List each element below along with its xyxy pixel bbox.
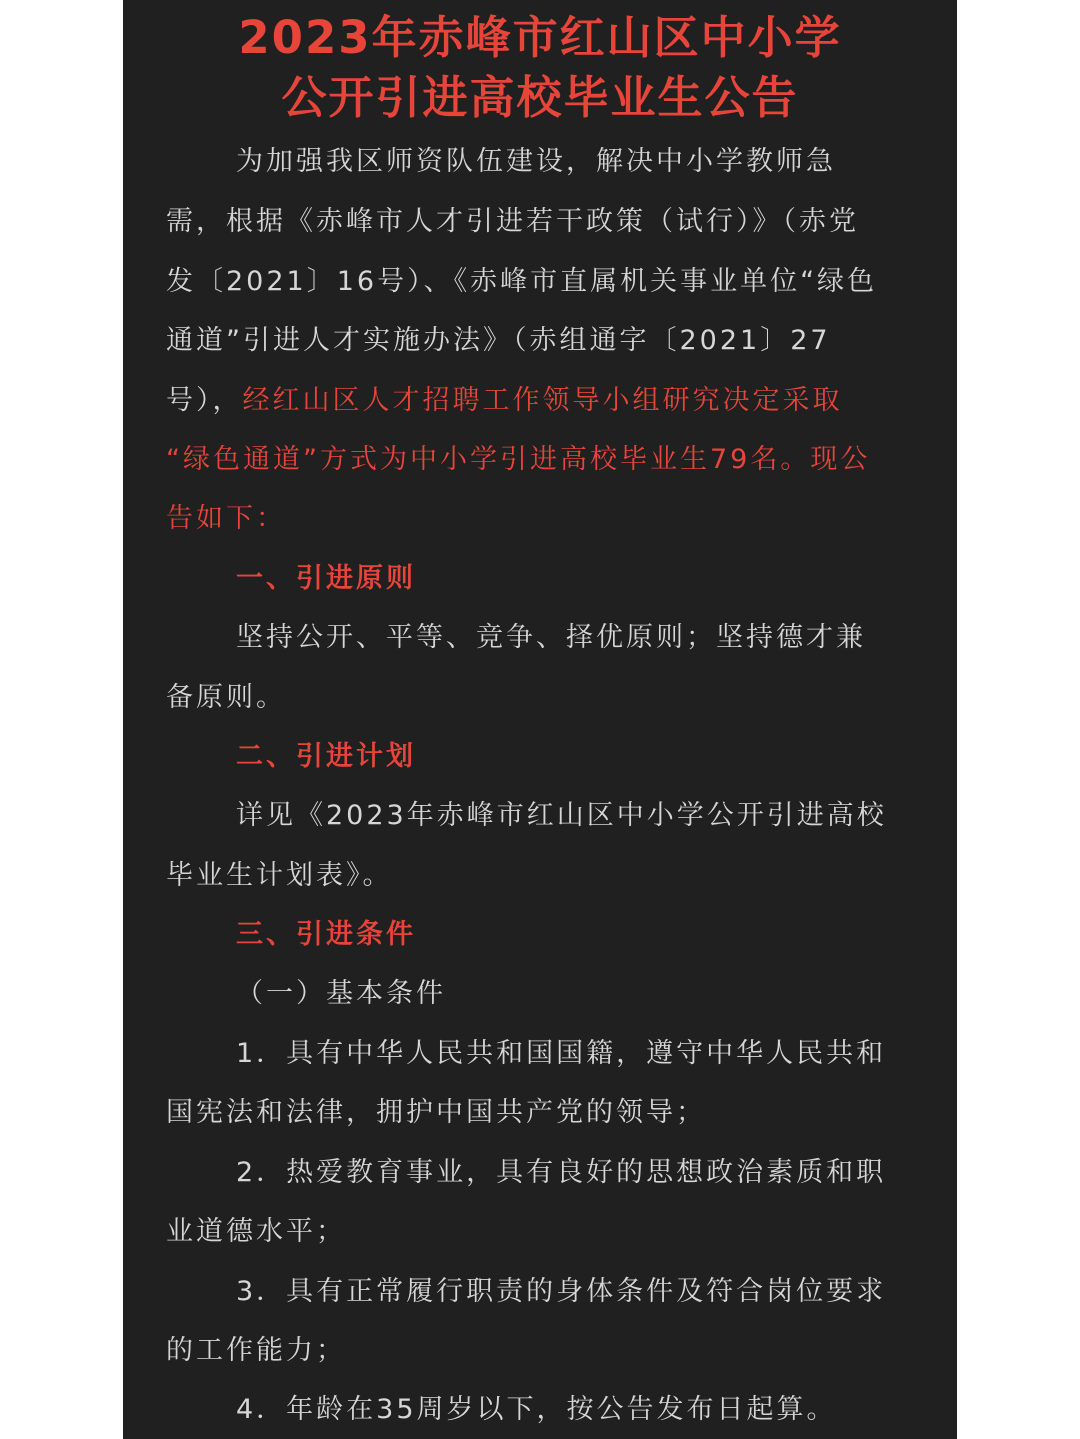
section-3-subheading: （一）基本条件 [236,978,446,1009]
intro-line-7: 告如下： [166,503,286,534]
condition-2-line-1: 2．热爱教育事业，具有良好的思想政治素质和职 [236,1157,887,1188]
title-line-1: 2023年赤峰市红山区中小学 [238,11,842,64]
intro-line-6: “绿色通道”方式为中小学引进高校毕业生79名。现公 [166,444,871,475]
intro-line-3: 发〔2021〕16号）、《赤峰市直属机关事业单位“绿色 [166,266,878,297]
section-3-heading: 三、引进条件 [236,919,416,950]
intro-line-5-highlight: 经红山区人才招聘工作领导小组研究决定采取 [242,385,843,416]
announcement-page [123,0,957,1439]
section-2-line-2: 毕业生计划表》。 [166,860,393,891]
intro-line-1: 为加强我区师资队伍建设，解决中小学教师急 [236,146,836,177]
section-1-heading: 一、引进原则 [236,563,416,594]
condition-2-line-2: 业道德水平； [166,1216,346,1247]
intro-line-4: 通道”引进人才实施办法》（赤组通字〔2021〕27 [166,325,831,356]
condition-1-line-2: 国宪法和法律，拥护中国共产党的领导； [166,1097,706,1128]
condition-3-line-2: 的工作能力； [166,1335,346,1366]
section-1-line-2: 备原则。 [166,682,286,713]
condition-1-line-1: 1．具有中华人民共和国国籍，遵守中华人民共和 [236,1038,887,1069]
intro-line-2: 需，根据《赤峰市人才引进若干政策（试行）》（赤党 [166,206,859,237]
intro-line-5-plain: 号）， [166,385,243,416]
section-2-line-1: 详见《2023年赤峰市红山区中小学公开引进高校 [236,800,887,831]
condition-3-line-1: 3．具有正常履行职责的身体条件及符合岗位要求 [236,1276,887,1307]
section-2-heading: 二、引进计划 [236,741,416,772]
condition-4-line-1: 4．年龄在35周岁以下，按公告发布日起算。 [236,1394,837,1425]
title-line-2: 公开引进高校毕业生公告 [281,71,799,124]
intro-line-5 [166,381,843,421]
section-1-line-1: 坚持公开、平等、竞争、择优原则；坚持德才兼 [236,622,866,653]
